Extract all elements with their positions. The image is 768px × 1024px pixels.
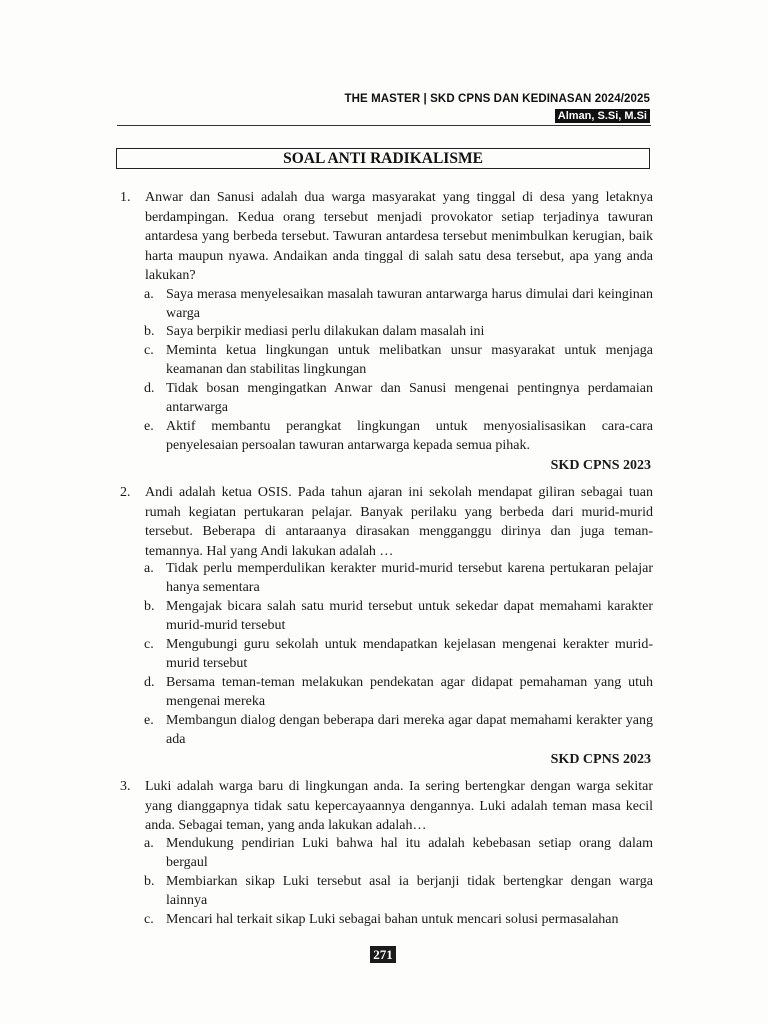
option-letter: e. bbox=[144, 419, 154, 434]
option-letter: e. bbox=[144, 713, 154, 728]
option-text: Mengubungi guru sekolah untuk mendapatkan kejelasan mengenai kerakter murid-murid tersebut bbox=[166, 637, 653, 671]
option-letter: b. bbox=[144, 599, 155, 614]
option-letter: a. bbox=[144, 836, 154, 851]
option-letter: b. bbox=[144, 324, 155, 339]
question-number: 2. bbox=[120, 485, 131, 500]
option-letter: d. bbox=[144, 675, 155, 690]
question-source: SKD CPNS 2023 bbox=[550, 458, 651, 473]
option-letter: c. bbox=[144, 912, 154, 927]
option-letter: a. bbox=[144, 287, 154, 302]
option-letter: b. bbox=[144, 874, 155, 889]
question-text: Luki adalah warga baru di lingkungan anda. Ia sering bertengkar dengan warga sekitar yang dianggapnya tidak satu kepercayaannya dengannya. Luki adalah teman masa kecil anda. Sebagai teman, yang anda lakukan adalah… bbox=[145, 779, 653, 833]
option-text: Meminta ketua lingkungan untuk melibatkan unsur masyarakat untuk menjaga keamanan dan stabilitas lingkungan bbox=[166, 343, 653, 377]
option-letter: d. bbox=[144, 381, 155, 396]
question-text: Anwar dan Sanusi adalah dua warga masyarakat yang tinggal di desa yang letaknya berdampingan. Kedua orang tersebut menjadi provokator setiap terjadinya tawuran antardesa yang berbeda tersebut. Tawuran antardesa tersebut menimbulkan kerugian, baik harta maupun nyawa. Andaikan anda tinggal di salah satu desa tersebut, apa yang anda lakukan? bbox=[145, 190, 653, 283]
option-letter: c. bbox=[144, 637, 154, 652]
section-title: SOAL ANTI RADIKALISME bbox=[116, 148, 650, 169]
question-text: Andi adalah ketua OSIS. Pada tahun ajaran ini sekolah mendapat giliran sebagai tuan rumah kegiatan pertukaran pelajar. Banyak perilaku yang berbeda dari murid-murid tersebut. Beberapa di antaraanya dirasakan mengganggu dirinya dan juga teman-temannya. Hal yang Andi lakukan adalah … bbox=[145, 485, 653, 559]
option-text: Membiarkan sikap Luki tersebut asal ia berjanji tidak bertengkar dengan warga lainnya bbox=[166, 874, 653, 908]
option-letter: a. bbox=[144, 561, 154, 576]
option-text: Aktif membantu perangkat lingkungan untuk menyosialisasikan cara-cara penyelesaian persoalan tawuran antarwarga kepada semua pihak. bbox=[166, 419, 653, 453]
option-text: Tidak bosan mengingatkan Anwar dan Sanusi mengenai pentingnya perdamaian antarwarga bbox=[166, 381, 653, 415]
option-text: Tidak perlu memperdulikan kerakter murid-murid tersebut karena pertukaran pelajar hanya sementara bbox=[166, 561, 653, 595]
header-author: Alman, S.Si, M.Si bbox=[555, 109, 650, 123]
page-number: 271 bbox=[370, 946, 396, 963]
option-text: Bersama teman-teman melakukan pendekatan agar didapat pemahaman yang utuh mengenai mereka bbox=[166, 675, 653, 709]
question-source: SKD CPNS 2023 bbox=[550, 752, 651, 767]
header-title: THE MASTER | SKD CPNS DAN KEDINASAN 2024/2025 bbox=[344, 93, 650, 105]
option-text: Membangun dialog dengan beberapa dari mereka agar dapat memahami kerakter yang ada bbox=[166, 713, 653, 747]
question-number: 1. bbox=[120, 190, 131, 205]
question-number: 3. bbox=[120, 779, 131, 794]
option-text: Saya berpikir mediasi perlu dilakukan dalam masalah ini bbox=[166, 324, 485, 339]
option-text: Mendukung pendirian Luki bahwa hal itu adalah kebebasan setiap orang dalam bergaul bbox=[166, 836, 653, 870]
option-text: Mencari hal terkait sikap Luki sebagai bahan untuk mencari solusi permasalahan bbox=[166, 912, 619, 927]
option-letter: c. bbox=[144, 343, 154, 358]
option-text: Saya merasa menyelesaikan masalah tawuran antarwarga harus dimulai dari keinginan warga bbox=[166, 287, 653, 321]
option-text: Mengajak bicara salah satu murid tersebut untuk sekedar dapat memahami karakter murid-murid tersebut bbox=[166, 599, 653, 633]
